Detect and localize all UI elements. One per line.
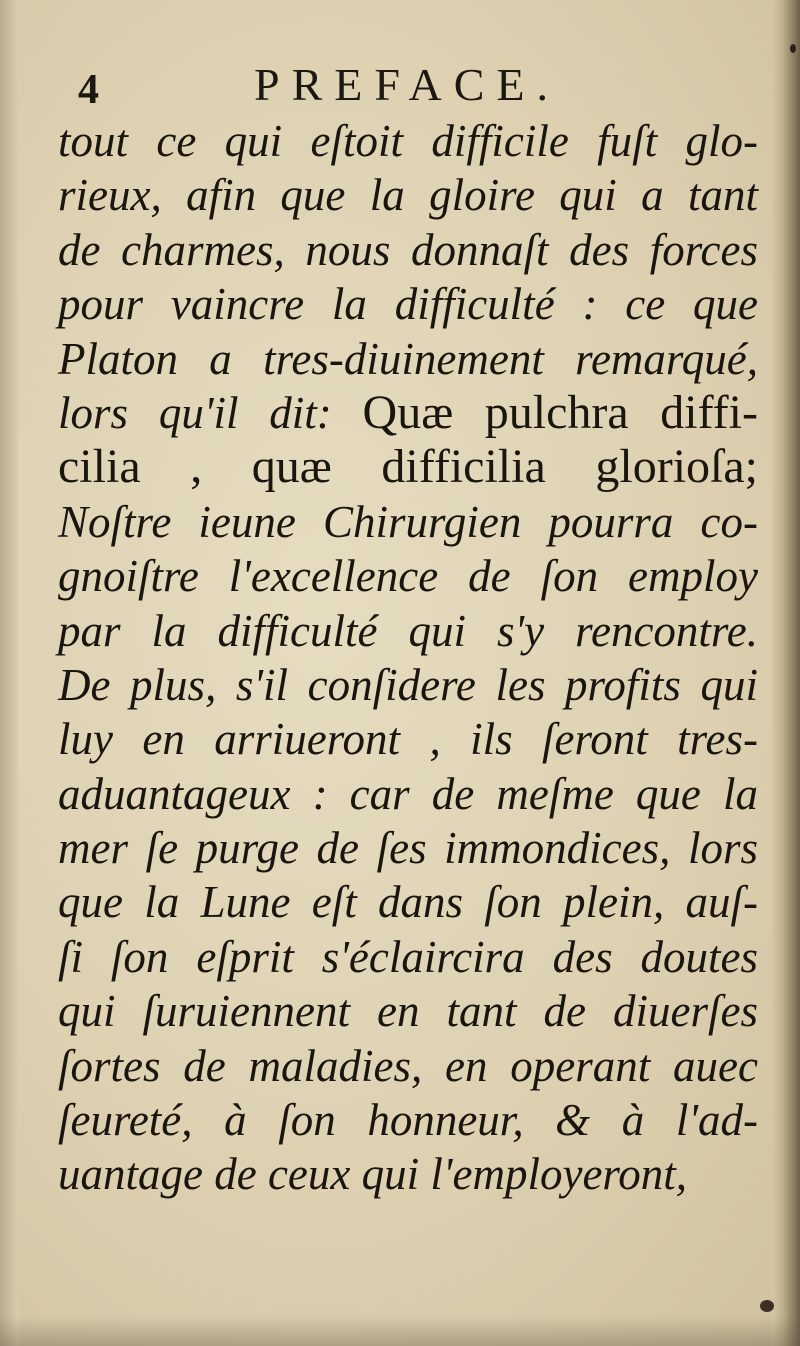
page-header	[78, 58, 698, 114]
text-line: mer ſe purge de ſes immondices, lors	[58, 823, 758, 874]
page-gutter	[0, 0, 18, 1346]
text-line: par la difficulté qui s'y rencontre.	[58, 605, 758, 656]
text-line: Noſtre ieune Chirurgien pourra co-	[58, 496, 758, 547]
body-text	[58, 114, 758, 1202]
text-line: que la Lune eſt dans ſon plein, auſ-	[58, 877, 758, 928]
text-line: qui ſuruiennent en tant de diuerſes	[58, 986, 758, 1037]
text-line: de charmes, nous donnaſt des forces	[58, 224, 758, 275]
page-bottom-shadow	[0, 1316, 800, 1346]
text-line-mixed	[58, 386, 758, 440]
ink-speck	[790, 44, 796, 53]
text-line: ſortes de maladies, en operant auec	[58, 1040, 758, 1091]
page-number: 4	[78, 67, 99, 113]
ink-speck	[760, 1300, 774, 1312]
text-line: ſi ſon eſprit s'éclaircira des doutes	[58, 931, 758, 982]
text-line: rieux, afin que la gloire qui a tant	[58, 170, 758, 221]
text-line: De plus, s'il conſidere les profits qui	[58, 659, 758, 710]
text-line: Platon a tres-diuinement remarqué,	[58, 333, 758, 384]
latin-quote-line: cilia , quæ difficilia glorioſa;	[58, 440, 758, 494]
page-edge	[772, 0, 800, 1346]
text-line: ſeureté, à ſon honneur, & à l'ad-	[58, 1095, 758, 1146]
text-line-italic-part: lors qu'il dit:	[58, 387, 363, 438]
text-line: luy en arriueront , ils ſeront tres-	[58, 714, 758, 765]
text-line: aduantageux : car de meſme que la	[58, 768, 758, 819]
text-line: uantage de ceux qui l'employeront,	[58, 1149, 688, 1200]
running-head: PREFACE.	[254, 59, 561, 110]
text-line: tout ce qui eſtoit difficile fuſt glo-	[58, 116, 758, 166]
latin-quote: Quæ pulchra diffi-	[362, 385, 758, 439]
text-line: gnoiſtre l'excellence de ſon employ	[58, 551, 758, 602]
text-line: pour vaincre la difficulté : ce que	[58, 279, 758, 330]
